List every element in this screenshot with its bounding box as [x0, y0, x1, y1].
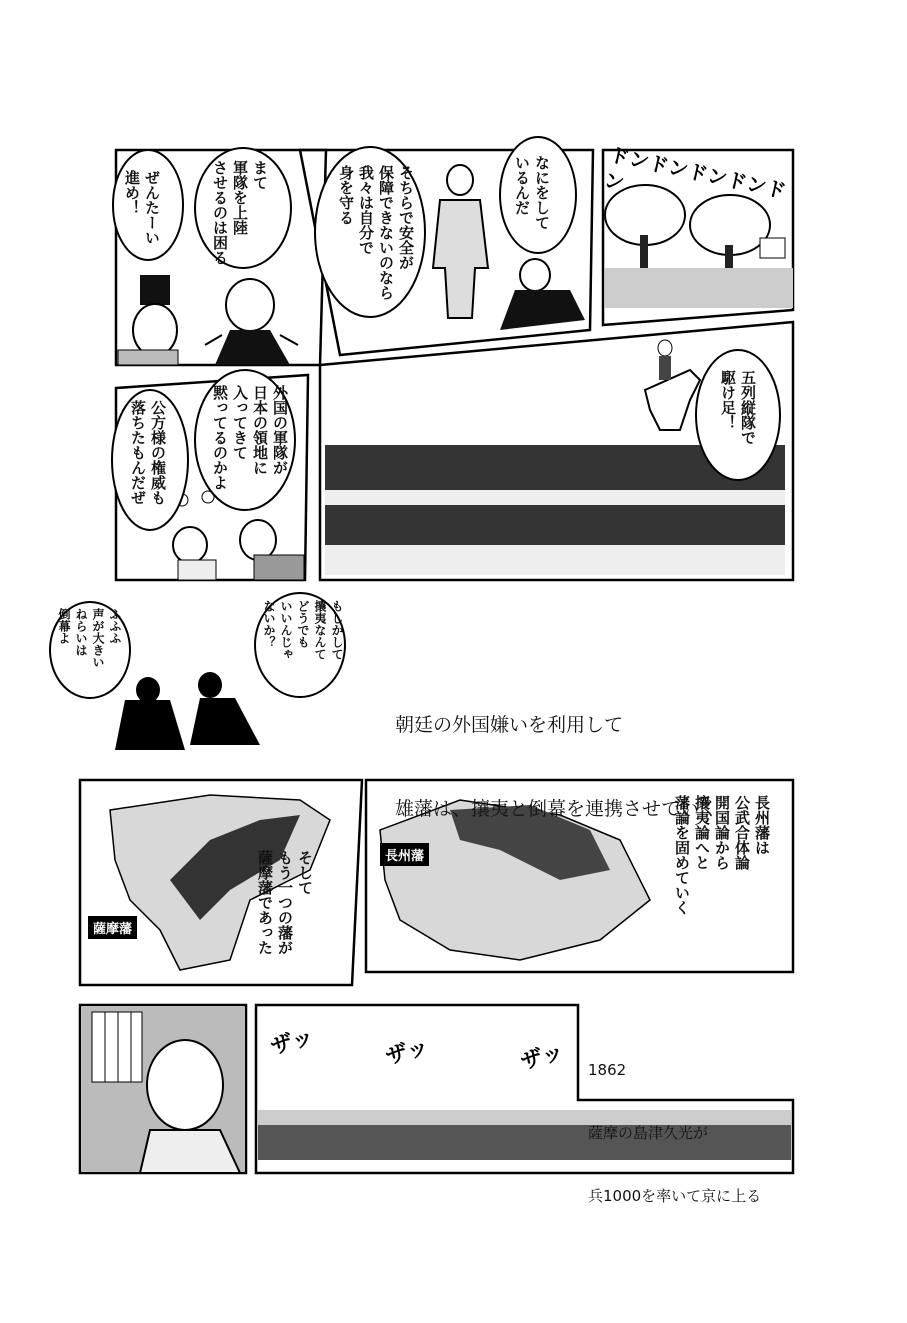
map-label-choshu: 長州藩: [380, 843, 429, 866]
caption-panel-7: そして もう一つの藩が 薩摩藩であった: [256, 850, 314, 955]
speech-text-1b: まて 軍隊を上陸 させるのは困る: [211, 160, 269, 265]
caption-panel-10: [588, 1018, 761, 1249]
narration-main: [395, 655, 718, 879]
caption-year: 1862: [588, 1061, 627, 1079]
speech-text-5: 五列縦隊で 駆け足！: [719, 370, 757, 445]
speech-text-4b: 外国の軍隊が 日本の領地に 入ってきて 黙ってるのかよ: [211, 385, 289, 490]
panel-1-art: [118, 275, 298, 365]
narration-line-1: 朝廷の外国嫌いを利用して: [395, 714, 624, 736]
map-label-satsuma: 薩摩藩: [88, 916, 137, 939]
speech-text-2a: そちらで安全が 保障できないのなら 我々は自分で 身を守る: [337, 165, 415, 300]
speech-text-1a: ぜんたーい 進め！: [123, 170, 161, 245]
speech-text-4a: 公方様の権威も 落ちたもんだぜ: [129, 400, 167, 505]
speech-text-6b: もしかして 攘夷なんて どうでも いいんじゃ ないか？: [262, 600, 344, 660]
sfx-don: ドンドンドンドンドン: [601, 142, 789, 204]
sfx-zat-3: ザッ: [518, 1039, 567, 1076]
sfx-zat-1: ザッ: [268, 1024, 317, 1061]
sfx-zat-2: ザッ: [383, 1034, 432, 1071]
speech-text-2b: なにをして いるんだ: [513, 155, 551, 230]
speech-text-6a: ふふふ 声が大きい ねらいは 倒幕よ: [57, 608, 122, 668]
panel-6-art: [115, 672, 260, 750]
narration-line-2: 雄藩は、攘夷と倒幕を連携させていく: [395, 798, 719, 820]
caption-line-1: 薩摩の島津久光が: [588, 1124, 709, 1142]
caption-line-2: 兵1000を率いて京に上る: [588, 1187, 762, 1205]
panel-9-portrait: [82, 1007, 244, 1173]
caption-panel-8: 長州藩は 公武合体論 開国論から 攘夷論へと 藩論を固めていく: [673, 795, 771, 915]
